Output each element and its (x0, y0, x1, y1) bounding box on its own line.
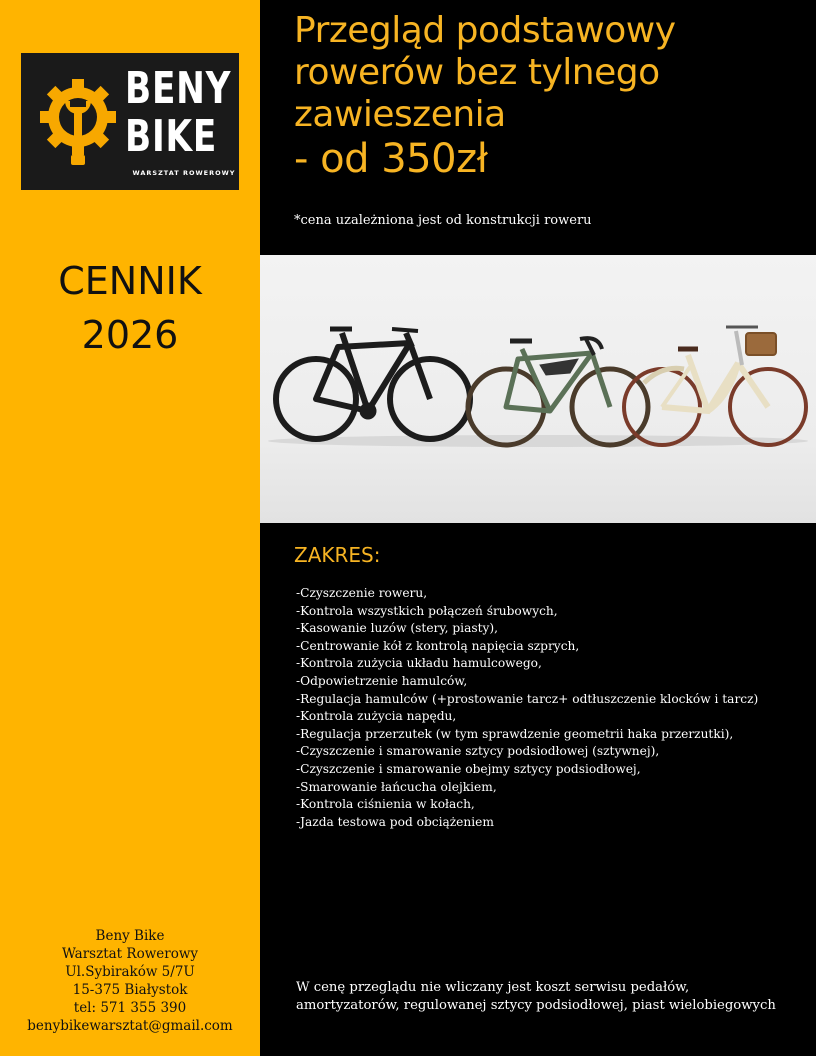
brand-logo (21, 53, 239, 190)
gear-wrench-icon (35, 69, 121, 175)
contact-info (0, 927, 260, 1035)
scope-item: -Regulacja przerzutek (w tym sprawdzenie geometrii haka przerzutki), (296, 726, 734, 741)
service-title (294, 10, 794, 182)
service-price: - od 350zł (294, 136, 488, 182)
bikes-illustration (260, 255, 816, 523)
contact-name: Beny Bike (95, 928, 165, 944)
brand-tagline: WARSZTAT ROWEROWY (132, 169, 236, 177)
contact-phone[interactable]: tel: 571 355 390 (73, 1000, 187, 1016)
price-list-heading (0, 254, 260, 362)
price-list-label: CENNIK (58, 259, 202, 303)
scope-item: -Czyszczenie i smarowanie obejmy sztycy podsiodłowej, (296, 761, 641, 776)
scope-item: -Kasowanie luzów (stery, piasty), (296, 621, 499, 636)
title-line-3: zawieszenia (294, 94, 506, 135)
scope-item: -Regulacja hamulców (+prostowanie tarcz+ odtłuszczenie klocków i tarcz) (296, 691, 759, 706)
scope-item: -Kontrola ciśnienia w kołach, (296, 797, 475, 812)
contact-city: 15-375 Białystok (72, 982, 188, 998)
scope-item: -Kontrola zużycia układu hamulcowego, (296, 656, 542, 671)
scope-item: -Centrowanie kół z kontrolą napięcia szprych, (296, 638, 580, 653)
exclusions-note (296, 979, 796, 1015)
scope-item: -Odpowietrzenie hamulców, (296, 673, 468, 688)
brand-name (125, 63, 232, 162)
scope-heading: ZAKRES: (294, 543, 381, 567)
brand-line-2: BIKE (125, 111, 218, 162)
scope-item: -Czyszczenie roweru, (296, 586, 428, 600)
contact-subtitle: Warsztat Rowerowy (61, 946, 199, 962)
title-line-2: rowerów bez tylnego (294, 52, 660, 93)
exclusions-line-2: amortyzatorów, regulowanej sztycy podsiodłowej, piast wielobiegowych (296, 998, 776, 1013)
price-note: *cena uzależniona jest od konstrukcji roweru (294, 213, 592, 228)
scope-item: -Kontrola wszystkich połączeń śrubowych, (296, 603, 558, 618)
scope-item: -Kontrola zużycia napędu, (296, 709, 457, 724)
scope-item: -Smarowanie łańcucha olejkiem, (296, 779, 497, 794)
scope-list (296, 585, 796, 831)
bikes-photo (260, 255, 816, 523)
scope-item: -Czyszczenie i smarowanie sztycy podsiodłowej (sztywnej), (296, 744, 660, 759)
city-bike (624, 327, 806, 445)
contact-email[interactable]: benybikewarsztat@gmail.com (27, 1018, 233, 1034)
contact-street: Ul.Sybiraków 5/7U (65, 964, 195, 980)
brand-line-1: BENY (125, 63, 232, 114)
price-list-year: 2026 (81, 313, 179, 357)
title-line-1: Przegląd podstawowy (294, 10, 676, 51)
exclusions-line-1: W cenę przeglądu nie wliczany jest koszt serwisu pedałów, (296, 980, 690, 995)
scope-item: -Jazda testowa pod obciążeniem (296, 814, 494, 829)
mtb-bike (276, 329, 470, 439)
gravel-bike (468, 338, 648, 445)
